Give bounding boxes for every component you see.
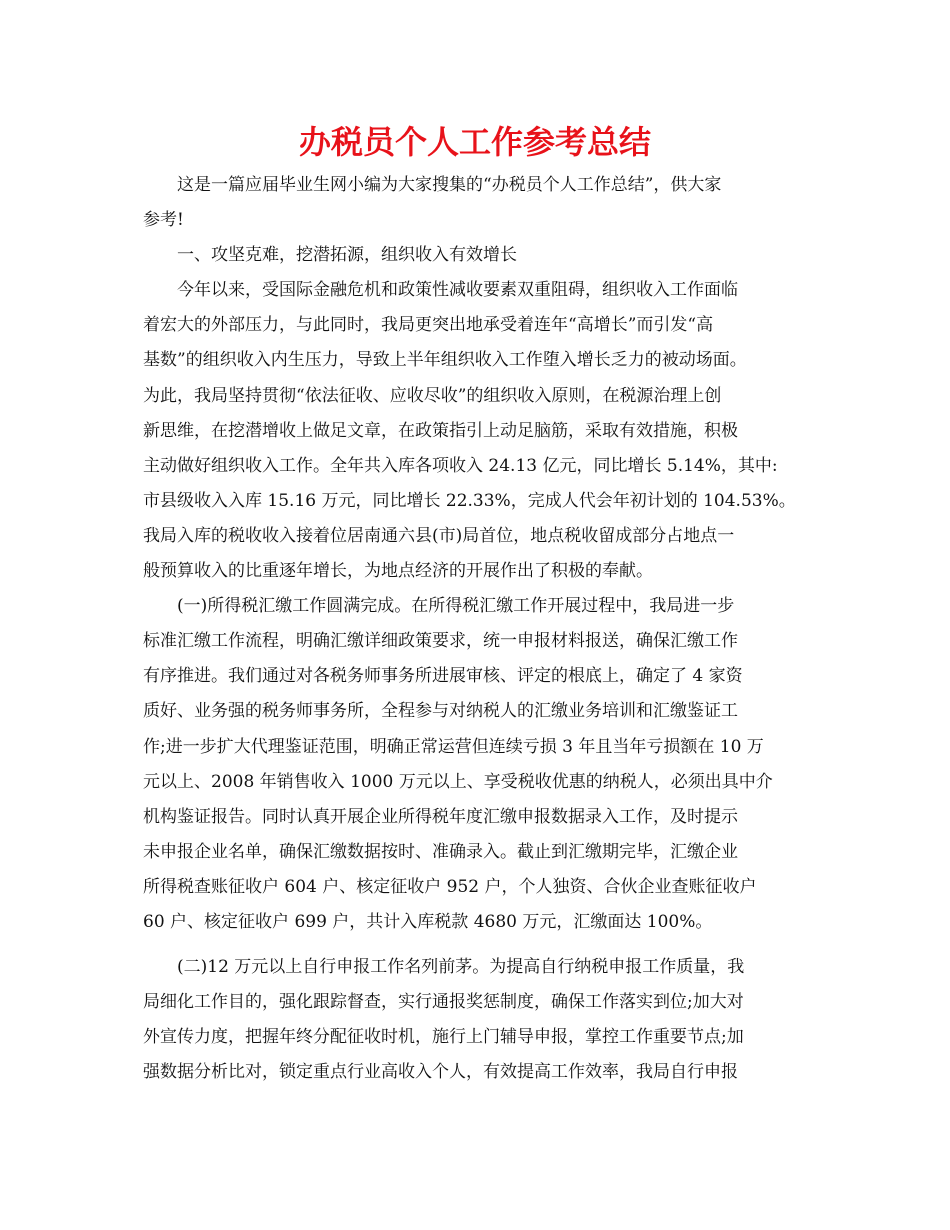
text-line: 我局入库的税收收入接着位居南通六县(市)局首位，地点税收留成部分占地点一 [143,525,735,546]
document-body [143,168,809,1090]
text-line: 机构鉴证报告。同时认真开展企业所得税年度汇缴申报数据录入工作，及时提示 [143,806,738,827]
text-line: 基数”的组织收入内生压力，导致上半年组织收入工作堕入增长乏力的被动场面。 [143,350,747,371]
paragraph-intro [143,168,809,238]
text-line: 局细化工作目的，强化跟踪督查，实行通报奖惩制度，确保工作落实到位;加大对 [143,992,744,1013]
text-line: 市县级收入入库 15.16 万元，同比增长 22.33%，完成人代会年初计划的 104.53%。 [143,490,796,511]
text-line: 标准汇缴工作流程，明确汇缴详细政策要求，统一申报材料报送，确保汇缴工作 [143,631,738,652]
paragraph-revenue [143,273,809,589]
document-title: 办税员个人工作参考总结 [298,123,651,161]
text-line: 作;进一步扩大代理鉴证范围，明确正常运营但连续亏损 3 年且当年亏损额在 10 万 [143,736,764,757]
text-line: 今年以来，受国际金融危机和政策性减收要素双重阻碍，组织收入工作面临 [143,280,738,301]
section-heading [143,238,809,273]
text-line: 60 户、核定征收户 699 户，共计入库税款 4680 万元，汇缴面达 100%。 [143,911,713,932]
text-line: 着宏大的外部压力，与此同时，我局更突出地承受着连年“高增长”而引发“高 [143,315,714,336]
text-line: 为此，我局坚持贯彻“依法征收、应收尽收”的组织收入原则，在税源治理上创 [143,385,722,406]
text-line: 一、攻坚克难，挖潜拓源，组织收入有效增长 [143,245,517,266]
text-line: 所得税查账征收户 604 户、核定征收户 952 户，个人独资、合伙企业查账征收户 [143,876,757,897]
text-line: 这是一篇应届毕业生网小编为大家搜集的“办税员个人工作总结”，供大家 [143,175,722,195]
text-line: 参考! [143,210,184,231]
paragraph-spacer [143,940,809,950]
text-line: 未申报企业名单，确保汇缴数据按时、准确录入。截止到汇缴期完毕，汇缴企业 [143,841,738,862]
text-line: (一)所得税汇缴工作圆满完成。在所得税汇缴工作开展过程中，我局进一步 [143,596,735,617]
text-line: 有序推进。我们通过对各税务师事务所进展审核、评定的根底上，确定了 4 家资 [143,666,743,687]
text-line: 般预算收入的比重逐年增长，为地点经济的开展作出了积极的奉献。 [143,561,653,582]
text-line: 质好、业务强的税务师事务所，全程参与对纳税人的汇缴业务培训和汇缴鉴证工 [143,701,738,722]
text-line: 新思维，在挖潜增收上做足文章，在政策指引上动足脑筋，采取有效措施，积极 [143,420,738,441]
text-line: 元以上、2008 年销售收入 1000 万元以上、享受税收优惠的纳税人，必须出具中介 [143,771,773,792]
paragraph-income-tax [143,589,809,940]
text-line: 外宣传力度，把握年终分配征收时机，施行上门辅导申报，掌控工作重要节点;加 [143,1027,744,1048]
text-line: 强数据分析比对，锁定重点行业高收入个人，有效提高工作效率，我局自行申报 [143,1062,738,1083]
text-line: (二)12 万元以上自行申报工作名列前茅。为提高自行纳税申报工作质量，我 [143,957,745,978]
text-line: 主动做好组织收入工作。全年共入库各项收入 24.13 亿元，同比增长 5.14%，其中: [143,455,778,476]
paragraph-self-declaration [143,950,809,1090]
